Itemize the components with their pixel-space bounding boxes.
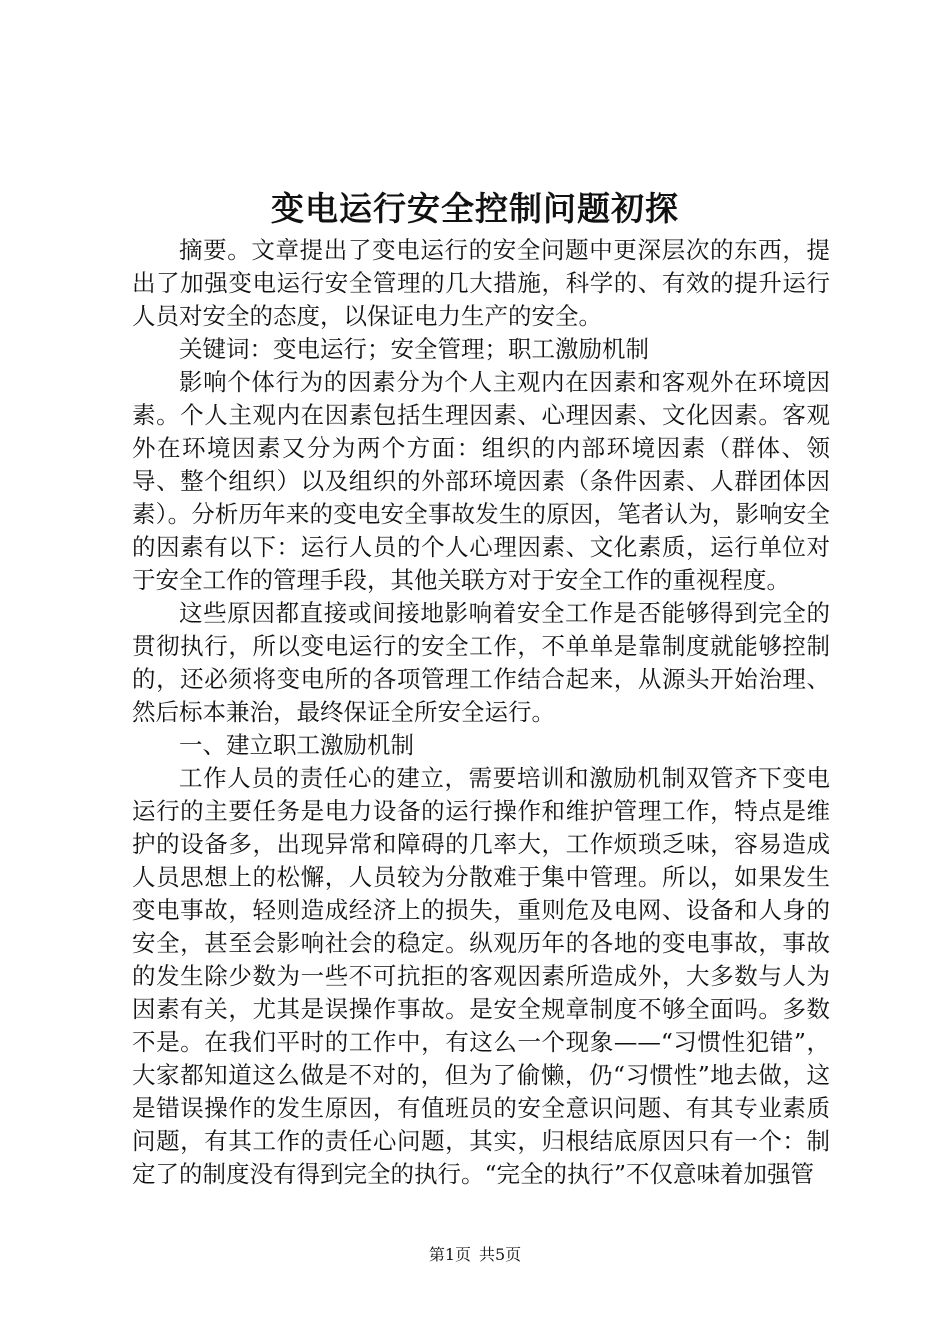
document-title: 变电运行安全控制问题初探 [271, 189, 679, 228]
keywords-paragraph: 关键词：变电运行；安全管理；职工激励机制 [179, 335, 649, 363]
page-number: 第1页 [428, 1245, 471, 1264]
page-footer [0, 1244, 950, 1266]
document-body [132, 234, 830, 1191]
page-total: 共5页 [479, 1245, 522, 1264]
abstract-paragraph: 摘要。文章提出了变电运行的安全问题中更深层次的东西，提出了加强变电运行安全管理的几大措施，科学的、有效的提升运行人员对安全的态度，以保证电力生产的安全。 [132, 236, 830, 330]
section-heading: 一、建立职工激励机制 [179, 731, 414, 759]
body-paragraph: 这些原因都直接或间接地影响着安全工作是否能够得到完全的贯彻执行，所以变电运行的安全工作，不单单是靠制度就能够控制的，还必须将变电所的各项管理工作结合起来，从源头开始治理、然后标本兼治，最终保证全所安全运行。 [132, 599, 830, 726]
body-paragraph: 工作人员的责任心的建立，需要培训和激励机制双管齐下变电运行的主要任务是电力设备的运行操作和维护管理工作，特点是维护的设备多，出现异常和障碍的几率大，工作烦琐乏味，容易造成人员思想上的松懈，人员较为分散难于集中管理。所以，如果发生变电事故，轻则造成经济上的损失，重则危及电网、设备和人身的安全，甚至会影响社会的稳定。纵观历年的各地的变电事故，事故的发生除少数为一些不可抗拒的客观因素所造成外，大多数与人为因素有关，尤其是误操作事故。是安全规章制度不够全面吗。多数不是。在我们平时的工作中，有这么一个现象——“习惯性犯错”，大家都知道这么做是不对的，但为了偷懒，仍“习惯性”地去做，这是错误操作的发生原因，有值班员的安全意识问题、有其专业素质问题，有其工作的责任心问题，其实，归根结底原因只有一个：制定了的制度没有得到完全的执行。“完全的执行”不仅意味着加强管 [132, 764, 830, 1188]
body-paragraph: 影响个体行为的因素分为个人主观内在因素和客观外在环境因素。个人主观内在因素包括生理因素、心理因素、文化因素。客观外在环境因素又分为两个方面：组织的内部环境因素（群体、领导、整个组织）以及组织的外部环境因素（条件因素、人群团体因素）。分析历年来的变电安全事故发生的原因，笔者认为，影响安全的因素有以下：运行人员的个人心理因素、文化素质，运行单位对于安全工作的管理手段，其他关联方对于安全工作的重视程度。 [132, 368, 830, 594]
